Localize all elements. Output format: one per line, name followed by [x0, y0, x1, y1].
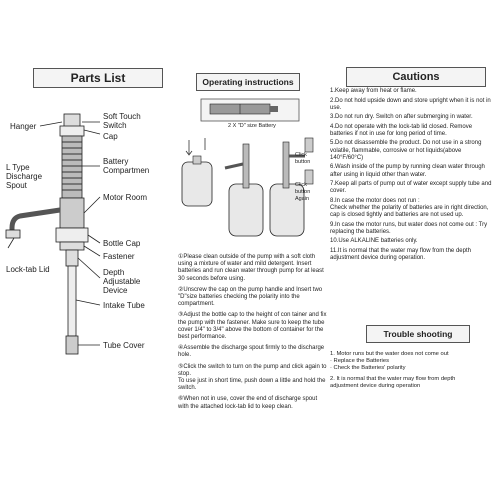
caution-item: 11.It is normal that the water may flow from the depth adjustment device during operation.: [330, 247, 471, 262]
step-6: ⑥When not in use, cover the end of discharge spout with the attached lock-tab lid to keep clean.: [178, 396, 318, 410]
trouble-item: 1. Motor runs but the water does not come out · Replace the Batteries · Check the Batteries' polarity: [330, 351, 449, 371]
cautions-header: Cautions: [346, 67, 486, 87]
label-battery-compartment: Battery Compartmen: [103, 157, 150, 175]
click-button-label: Click button: [295, 152, 311, 165]
trouble-shooting-header: Trouble shooting: [366, 325, 470, 343]
caution-item: 3.Do not run dry. Switch on after submerging in water.: [330, 114, 473, 121]
trouble-item: 2. It is normal that the water may flow from depth adjustment device during operation: [330, 376, 456, 389]
label-fastener: Fastener: [103, 252, 135, 261]
cautions-list: [330, 88, 496, 265]
caution-item: 6.Wash inside of the pump by running clean water through after using in liquid other than water.: [330, 164, 485, 178]
operating-steps: [178, 254, 328, 415]
label-intake-tube: Intake Tube: [103, 301, 145, 310]
label-depth-adjustable: Depth Adjustable Device: [103, 268, 141, 295]
trouble-shooting-list: [330, 351, 496, 394]
caution-item: 9.In case the motor runs, but water does not come out : Try replacing the batteries.: [330, 221, 488, 235]
label-cap: Cap: [103, 132, 118, 141]
parts-list-header: Parts List: [33, 68, 163, 88]
caution-item: 8.In case the motor does not run : Check whether the polarity of batteries are in right direction, cap is closed tightly and batteries are not used up.: [330, 197, 489, 219]
operating-instructions-header: Operating instructions: [196, 73, 300, 91]
step-5: ⑤Click the switch to turn on the pump and click again to stop. To use just in short time, push down a little and hold the switch.: [178, 363, 327, 392]
step-4: ④Assemble the discharge spout firmly to the discharge hole.: [178, 345, 325, 359]
label-soft-touch-switch: Soft Touch Switch: [103, 112, 141, 130]
label-lock-tab-lid: Lock-tab Lid: [6, 265, 50, 274]
label-tube-cover: Tube Cover: [103, 341, 145, 350]
step-1: ①Please clean outside of the pump with a soft cloth using a mixture of water and mild detergent. Insert batteries and run clean water through pump for at least 30 seconds before using.: [178, 254, 324, 282]
caution-item: 10.Use ALKALINE batteries only.: [330, 238, 418, 245]
step-2: ②Unscrew the cap on the pump handle and Insert two "D"size batteries checking the polarity into the compartment.: [178, 286, 323, 308]
caution-item: 4.Do not operate with the lock-tab lid closed. Remove batteries if not in use for long period of time.: [330, 123, 473, 137]
caution-item: 2.Do not hold upside down and store upright when it is not in use.: [330, 97, 491, 111]
step-3: ③Adjust the bottle cap to the height of con tainer and fix the pump with the fastener. Make sure to keep the tube cover 1/4" to 3/4" above the bottom of container for the best performance.: [178, 312, 327, 341]
caution-item: 1.Keep away from heat or flame.: [330, 88, 417, 94]
label-l-type-spout: L Type Discharge Spout: [6, 163, 43, 190]
click-button-again-label: Click button Again: [295, 182, 311, 202]
caution-item: 7.Keep all parts of pump out of water except supply tube and cover.: [330, 181, 492, 195]
battery-illustration: [200, 98, 300, 126]
battery-caption: 2 X "D" size Battery: [228, 123, 276, 129]
caution-item: 5.Do not disassemble the product. Do not use in a strong volatile, flammable, corrosive or hot liquids(above 140°F/60°C): [330, 140, 482, 161]
pump-diagram: [0, 100, 175, 370]
label-motor-room: Motor Room: [103, 193, 148, 202]
label-hanger: Hanger: [10, 122, 37, 131]
label-bottle-cap: Bottle Cap: [103, 239, 141, 248]
